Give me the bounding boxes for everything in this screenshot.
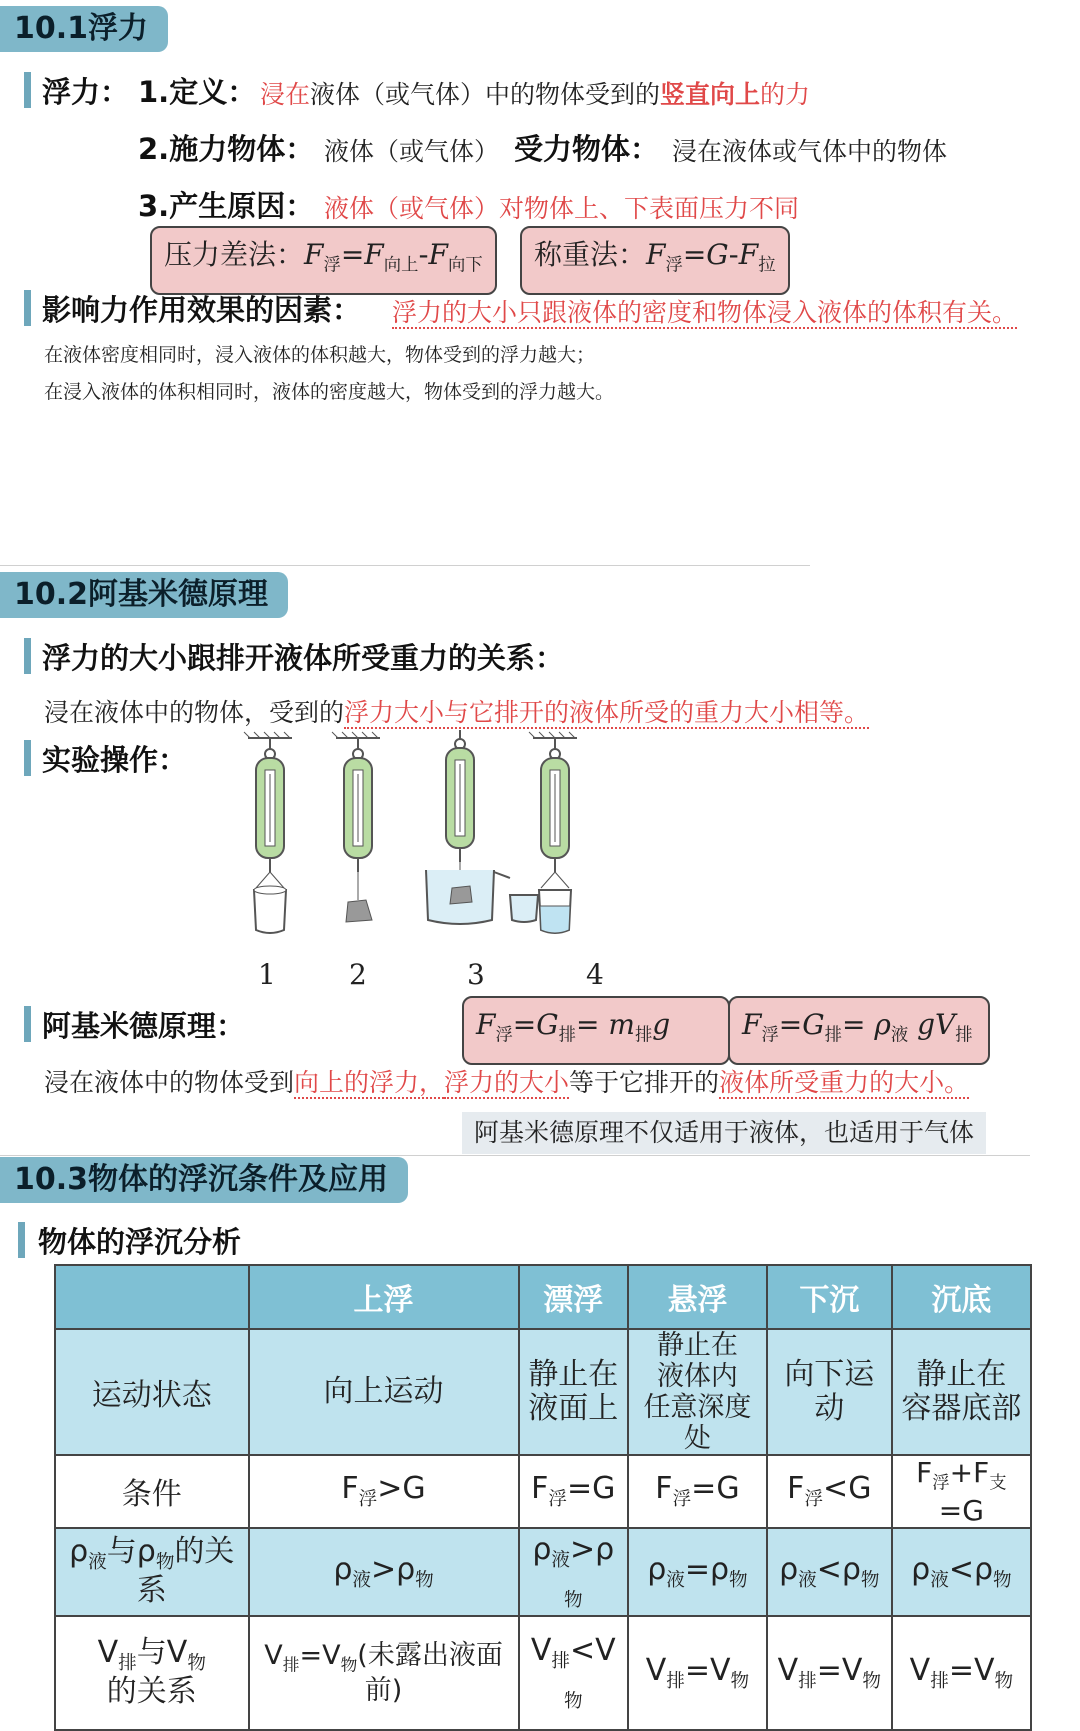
experiment-label: 实验操作： <box>42 743 188 777</box>
table-cell: $F_浮=G$ <box>519 1455 629 1528</box>
table-cell: $\rho_液<\rho_物$ <box>892 1528 1031 1616</box>
table-cell: 向下运动 <box>767 1329 892 1455</box>
figure-label-3: 3 <box>467 958 485 991</box>
table-cell: $\rho_液>\rho_物$ <box>519 1528 629 1616</box>
pressure-difference-formula: 压力差法：$F_浮=F_{向上}-F_{向下}$ <box>150 226 497 295</box>
table-row-volume <box>55 1616 1031 1730</box>
table-header: 悬浮 <box>628 1265 767 1329</box>
archimedes-text: 浸在液体中的物体受到向上的浮力，浮力的大小等于它排开的液体所受重力的大小。 <box>44 1068 970 1097</box>
figure-label-1: 1 <box>258 958 276 991</box>
definition-label: 1.定义： <box>138 75 257 109</box>
buoyancy-label: 浮力： <box>42 75 130 109</box>
divider <box>0 1155 1030 1156</box>
table-cell: $F_浮+F_支=G$ <box>892 1455 1031 1528</box>
table-cell: 向上运动 <box>249 1329 519 1455</box>
table-row-condition <box>55 1455 1031 1528</box>
table-header: 沉底 <box>892 1265 1031 1329</box>
figure-label-4: 4 <box>586 958 604 991</box>
spring-scale-experiment-figure <box>225 730 645 980</box>
table-header <box>55 1265 249 1329</box>
divider <box>0 565 810 566</box>
cause-label: 3.产生原因： <box>138 189 315 223</box>
definition-text: 浸在液体（或气体）中的物体受到的竖直向上的力 <box>260 80 811 109</box>
heading-bar <box>24 72 31 108</box>
table-header: 上浮 <box>249 1265 519 1329</box>
section-title-10-3: 10.3物体的浮沉条件及应用 <box>0 1157 408 1203</box>
table-cell: $\rho_液=\rho_物$ <box>628 1528 767 1616</box>
table-cell: $V_排=V_物$ <box>767 1616 892 1730</box>
row-label: 运动状态 <box>55 1329 249 1455</box>
row-label: 条件 <box>55 1455 249 1528</box>
table-cell: $V_排=V_物$ <box>628 1616 767 1730</box>
float-sink-analysis-label: 物体的浮沉分析 <box>38 1225 242 1259</box>
table-cell: $V_排=V_物$ <box>892 1616 1031 1730</box>
heading-bar <box>24 290 31 326</box>
factor-label: 影响力作用效果的因素： <box>42 293 362 327</box>
applying-object-value: 液体（或气体） <box>324 137 500 166</box>
table-row-density <box>55 1528 1031 1616</box>
receiving-object-value: 浸在液体或气体中的物体 <box>672 137 948 166</box>
table-header-row <box>55 1265 1031 1329</box>
table-cell: $F_浮=G$ <box>628 1455 767 1528</box>
heading-bar <box>18 1222 25 1258</box>
row-label: $\rho_液$与$\rho_物$的关系 <box>55 1528 249 1616</box>
section-title-10-1: 10.1浮力 <box>0 6 168 52</box>
archimedes-note: 阿基米德原理不仅适用于液体，也适用于气体 <box>462 1112 986 1154</box>
note-line-2: 在浸入液体的体积相同时，液体的密度越大，物体受到的浮力越大。 <box>44 381 615 403</box>
archimedes-formula-density: $F_浮=G_排= \rho_液$ $gV_排$ <box>728 996 990 1065</box>
note-line-1: 在液体密度相同时，浸入液体的体积越大，物体受到的浮力越大； <box>44 344 596 366</box>
table-header: 漂浮 <box>519 1265 629 1329</box>
table-row-motion <box>55 1329 1031 1455</box>
cause-value: 液体（或气体）对物体上、下表面压力不同 <box>324 194 800 223</box>
section-title-10-2: 10.2阿基米德原理 <box>0 572 288 618</box>
table-cell: $\rho_液>\rho_物$ <box>249 1528 519 1616</box>
applying-object-label: 2.施力物体： <box>138 132 315 166</box>
scale-3-overflow-cup <box>426 730 538 924</box>
archimedes-formula-mass: $F_浮=G_排= m_排g$ <box>462 996 730 1065</box>
receiving-object-label: 受力物体： <box>514 132 660 166</box>
archimedes-label: 阿基米德原理： <box>42 1009 246 1043</box>
heading-bar <box>24 638 31 674</box>
table-cell: $F_浮>G$ <box>249 1455 519 1528</box>
table-cell: 静止在 液面上 <box>519 1329 629 1455</box>
table-cell: 静止在 液体内 任意深度处 <box>628 1329 767 1455</box>
scale-2-stone <box>332 732 380 922</box>
relation-text: 浸在液体中的物体，受到的浮力大小与它排开的液体所受的重力大小相等。 <box>44 698 870 727</box>
table-cell: $\rho_液<\rho_物$ <box>767 1528 892 1616</box>
weighing-formula: 称重法：$F_浮=G-F_拉$ <box>520 226 790 295</box>
figure-label-2: 2 <box>349 958 367 991</box>
table-cell: $V_排<V_物$ <box>519 1616 629 1730</box>
relation-label: 浮力的大小跟排开液体所受重力的关系： <box>42 641 565 675</box>
table-cell: $V_排=V_物$(未露出液面前) <box>249 1616 519 1730</box>
table-header: 下沉 <box>767 1265 892 1329</box>
float-sink-table <box>54 1264 1032 1731</box>
row-label: $V_排$与$V_物$ 的关系 <box>55 1616 249 1730</box>
scale-1-empty-bucket <box>244 732 292 933</box>
table-cell: 静止在 容器底部 <box>892 1329 1031 1455</box>
heading-bar <box>24 1006 31 1042</box>
table-cell: $F_浮<G$ <box>767 1455 892 1528</box>
factor-value: 浮力的大小只跟液体的密度和物体浸入液体的体积有关。 <box>392 298 1018 327</box>
heading-bar <box>24 740 31 776</box>
